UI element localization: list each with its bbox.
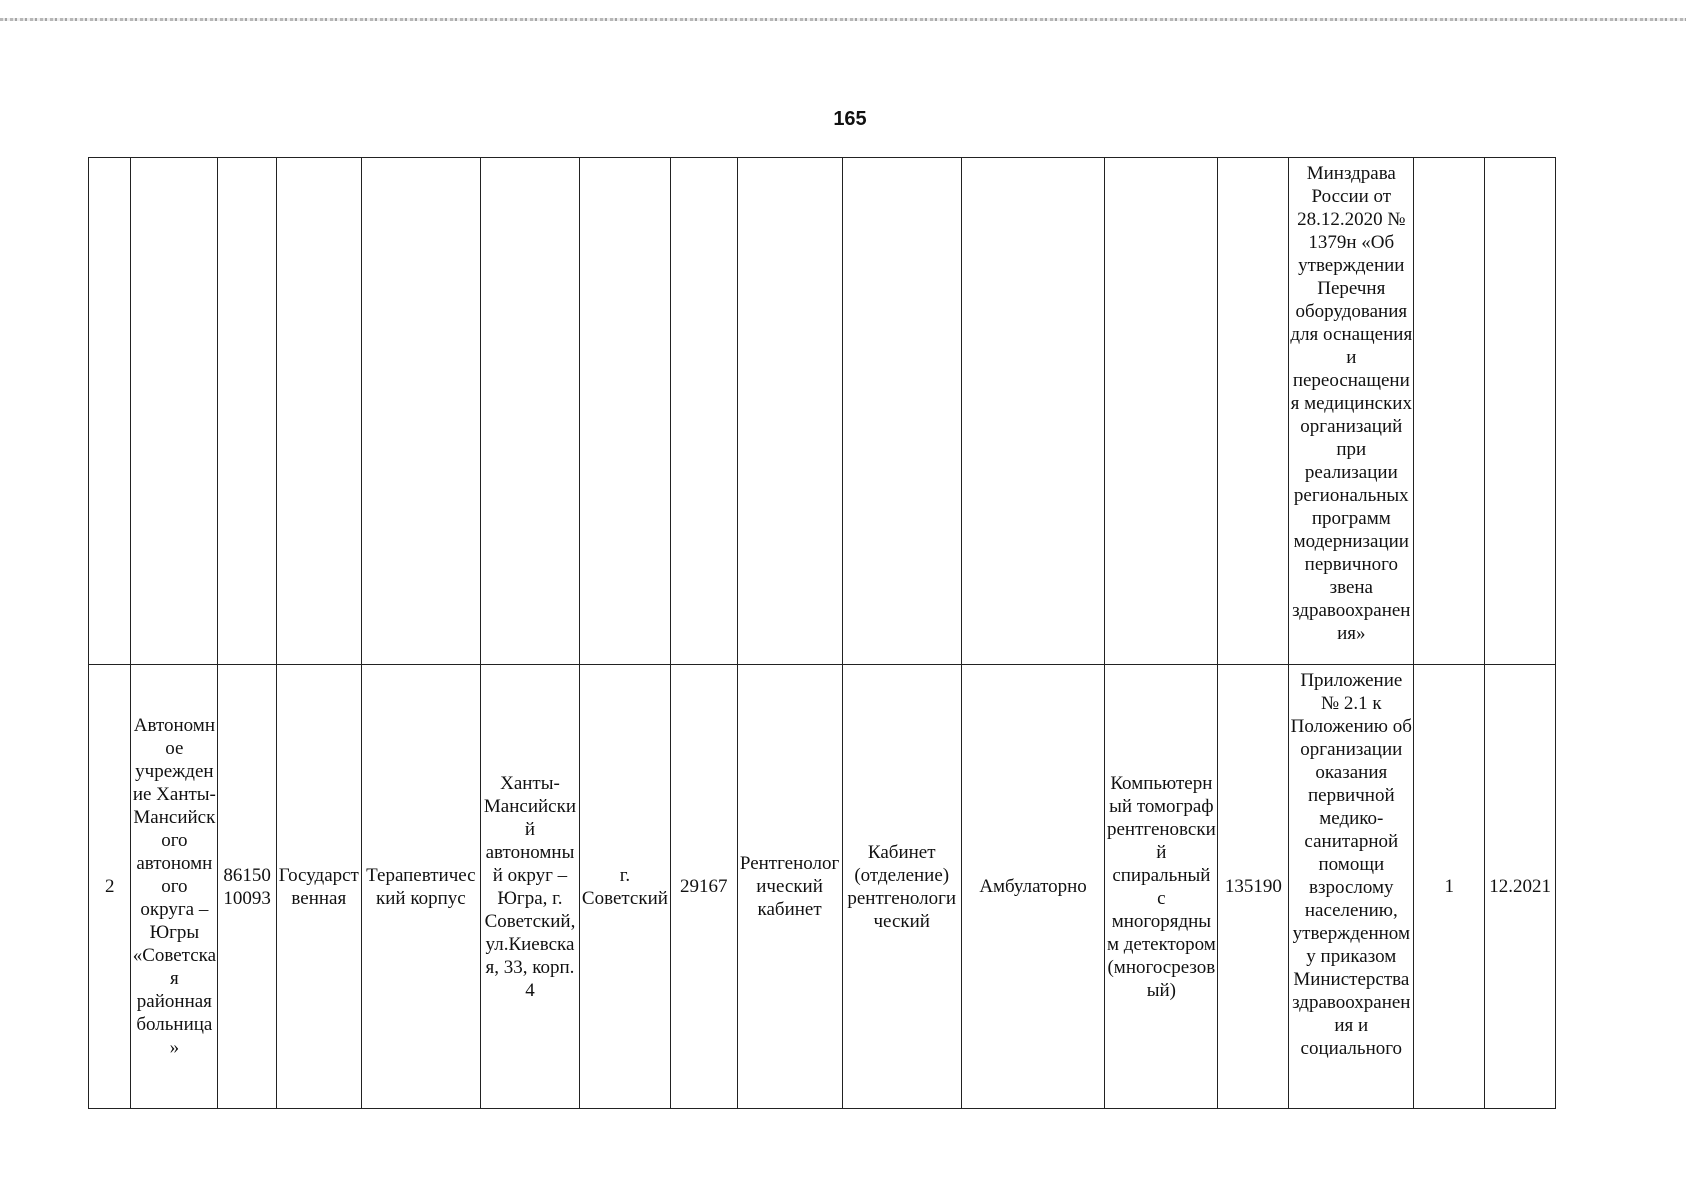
cell-equipment: Компьютерный томограф рентгеновский спиральный с многорядным детектором (многосрезовый) (1105, 665, 1218, 1109)
cell-department (842, 158, 961, 665)
cell-date: 12.2021 (1485, 665, 1556, 1109)
cell-number: 2 (89, 665, 131, 1109)
cell-quantity (1414, 158, 1485, 665)
cell-equipment-code (1218, 158, 1289, 665)
cell-organization (131, 158, 218, 665)
cell-organization: Автономное учреждение Ханты-Мансийского автономного округа – Югры «Советская районная больница» (131, 665, 218, 1109)
cell-equipment (1105, 158, 1218, 665)
cell-regulation: Минздрава России от 28.12.2020 № 1379н «Об утверждении Перечня оборудования для оснащения и переоснащения медицинских организаций при реализации региональных программ модернизации первичного звена здравоохранения» (1289, 158, 1414, 665)
page-number: 165 (833, 108, 867, 130)
cell-ownership: Государственная (276, 665, 361, 1109)
cell-quantity: 1 (1414, 665, 1485, 1109)
cell-building (361, 158, 480, 665)
scan-artifact-line (0, 18, 1686, 21)
cell-room: Рентгенологический кабинет (737, 665, 842, 1109)
cell-number (89, 158, 131, 665)
cell-equipment-code: 135190 (1218, 665, 1289, 1109)
cell-condition (961, 158, 1104, 665)
equipment-table (88, 157, 1556, 1109)
cell-city: г. Советский (579, 665, 670, 1109)
cell-address: Ханты-Мансийский автономный округ – Югра, г. Советский, ул.Киевская, 33, корп. 4 (480, 665, 579, 1109)
cell-department: Кабинет (отделение) рентгенологический (842, 665, 961, 1109)
table-row (89, 665, 1556, 1109)
cell-code (670, 158, 737, 665)
cell-ownership (276, 158, 361, 665)
table-row-continuation (89, 158, 1556, 665)
cell-regulation: Приложение № 2.1 к Положению об организации оказания первичной медико-санитарной помощи взрослому населению, утвержденному приказом Министерства здравоохранения и социального (1289, 665, 1414, 1109)
cell-building: Терапевтический корпус (361, 665, 480, 1109)
cell-inn: 8615010093 (218, 665, 277, 1109)
cell-address (480, 158, 579, 665)
cell-city (579, 158, 670, 665)
cell-room (737, 158, 842, 665)
cell-condition: Амбулаторно (961, 665, 1104, 1109)
cell-inn (218, 158, 277, 665)
cell-code: 29167 (670, 665, 737, 1109)
cell-date (1485, 158, 1556, 665)
